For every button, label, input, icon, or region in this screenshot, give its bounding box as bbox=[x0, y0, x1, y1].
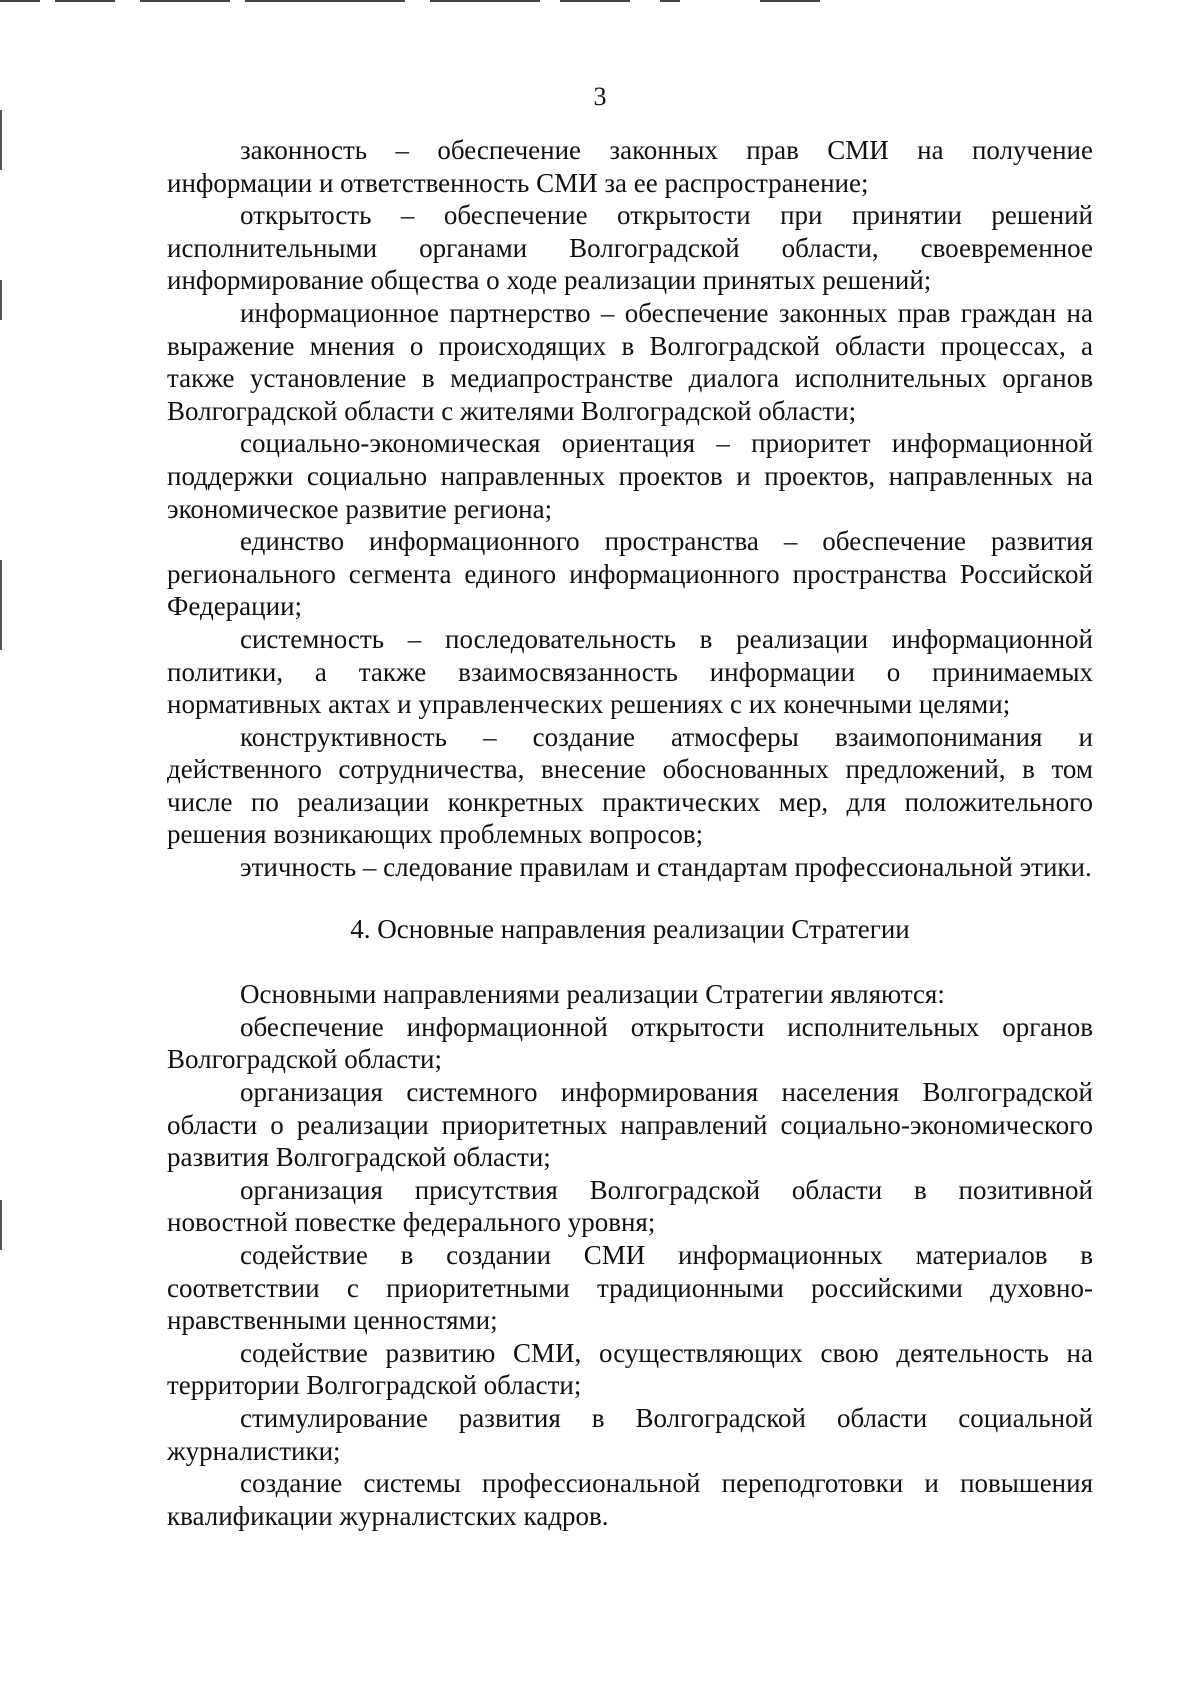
principle-socio-economic-orientation: социально-экономическая ориентация – приоритет информационной поддержки социально направленных проектов и проектов, направленных на экономическое развитие региона; bbox=[167, 428, 1093, 524]
directions-intro: Основными направлениями реализации Стратегии являются: bbox=[240, 979, 945, 1010]
direction-item: обеспечение информационной открытости исполнительных органов Волгоградской области; bbox=[167, 1011, 1093, 1075]
page-number: 3 bbox=[593, 82, 607, 111]
principle-legality: законность – обеспечение законных прав СМИ на получение информации и ответственность СМИ за ее распространение; bbox=[167, 135, 1093, 198]
scan-edge-left bbox=[0, 0, 2, 1706]
direction-item: содействие в создании СМИ информационных материалов в соответствии с приоритетными традиционными российскими духовно-нравственными ценностями; bbox=[167, 1240, 1093, 1336]
scan-edge-top bbox=[0, 0, 1200, 4]
principle-systematicity: системность – последовательность в реализации информационной политики, а также взаимосвязанность информации о принимаемых нормативных актах и управленческих решениях с их конечными целями; bbox=[167, 623, 1093, 720]
direction-item: организация присутствия Волгоградской области в позитивной новостной повестке федерального уровня; bbox=[167, 1174, 1093, 1238]
direction-item: содействие развитию СМИ, осуществляющих свою деятельность на территории Волгоградской области; bbox=[167, 1337, 1093, 1401]
principle-openness: открытость – обеспечение открытости при принятии решений исполнительными органами Волгоградской области, своевременное информирование общества о ходе реализации принятых решений; bbox=[167, 200, 1093, 296]
principle-constructiveness: конструктивность – создание атмосферы взаимопонимания и действенного сотрудничества, внесение обоснованных предложений, в том числе по реализации конкретных практических мер, для положительного решения возникающих проблемных вопросов; bbox=[167, 721, 1093, 850]
principle-information-space-unity: единство информационного пространства – обеспечение развития регионального сегмента единого информационного пространства Российской Федерации; bbox=[167, 526, 1093, 622]
section-heading: 4. Основные направления реализации Стратегии bbox=[350, 913, 910, 944]
principle-information-partnership: информационное партнерство – обеспечение законных прав граждан на выражение мнения о происходящих в Волгоградской области процессах, а также установление в медиапространстве диалога исполнительных органов Волгоградской области с жителями Волгоградской области; bbox=[167, 297, 1093, 426]
direction-item: стимулирование развития в Волгоградской области социальной журналистики; bbox=[167, 1402, 1093, 1466]
document-body bbox=[167, 134, 1093, 1532]
principle-ethics: этичность – следование правилам и стандартам профессиональной этики. bbox=[240, 852, 1092, 883]
direction-item: организация системного информирования населения Волгоградской области о реализации приоритетных направлений социально-экономического развития Волгоградской области; bbox=[167, 1077, 1093, 1173]
direction-item: создание системы профессиональной переподготовки и повышения квалификации журналистских кадров. bbox=[167, 1468, 1093, 1531]
